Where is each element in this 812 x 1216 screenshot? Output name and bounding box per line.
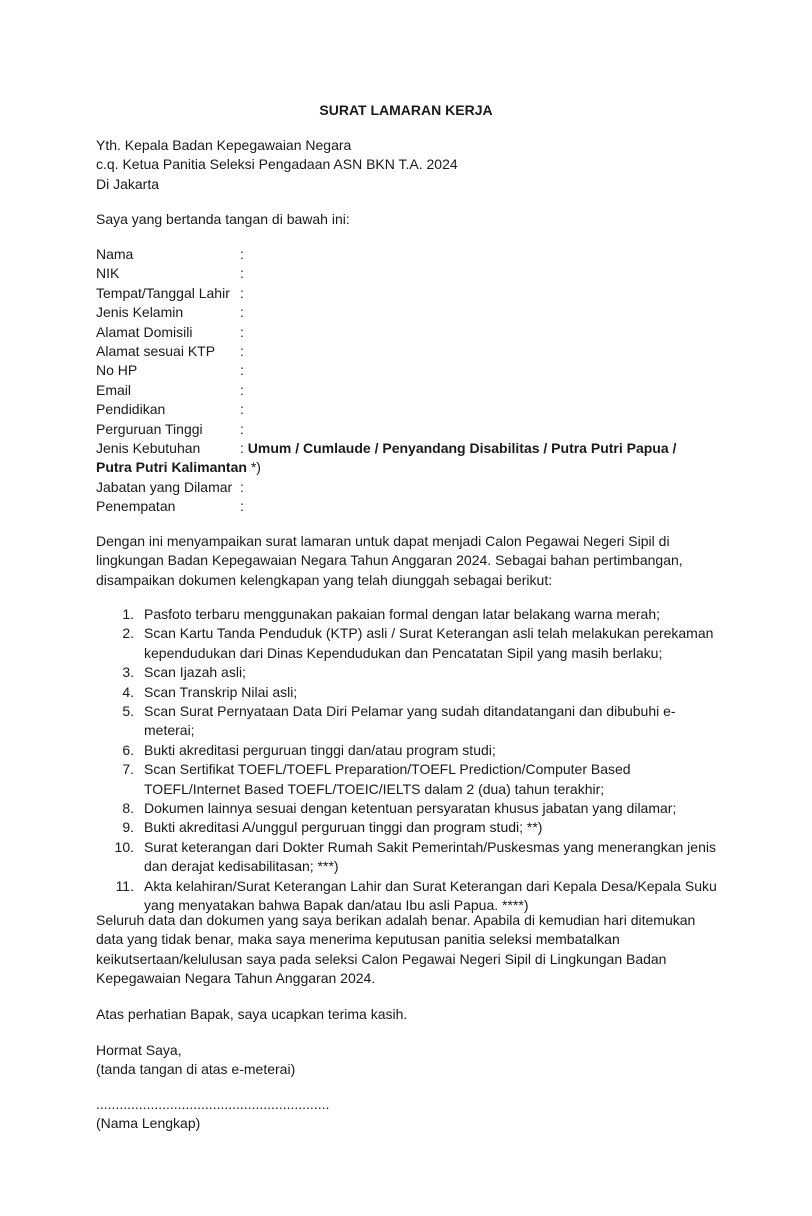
field-separator: : [240, 304, 244, 321]
field-label: NIK [96, 265, 120, 282]
field-separator: : [240, 420, 244, 437]
list-item [96, 702, 726, 741]
list-text: Akta kelahiran/Surat Keterangan Lahir dan Surat Keterangan dari Kepala Desa/Kepala Suku yang menyatakan bahwa Bapak dan/atau Ibu asli Papua. ****) [144, 877, 717, 914]
field-separator: : [240, 343, 244, 360]
field-separator: : [240, 362, 244, 379]
address-line-1: Yth. Kepala Badan Kepegawaian Negara [96, 137, 352, 153]
field-label: Nama [96, 246, 134, 262]
field-row [96, 245, 716, 264]
list-text: Bukti akreditasi A/unggul perguruan tinggi dan program studi; **) [144, 819, 543, 836]
list-text: Pasfoto terbaru menggunakan pakaian formal dengan latar belakang warna merah; [144, 606, 660, 622]
document-list [96, 605, 726, 916]
list-item [96, 741, 726, 760]
field-row [96, 400, 716, 419]
list-number: 7. [122, 761, 134, 778]
field-separator: : [240, 478, 244, 495]
address-line-2: c.q. Ketua Panitia Seleksi Pengadaan ASN BKN T.A. 2024 [96, 156, 458, 173]
list-number: 8. [122, 800, 134, 817]
kebutuhan-row [96, 439, 716, 478]
list-number: 4. [122, 683, 134, 700]
list-item [96, 818, 726, 837]
list-text: Dokumen lainnya sesuai dengan ketentuan persyaratan khusus jabatan yang dilamar; [144, 800, 677, 817]
list-text: Scan Surat Pernyataan Data Diri Pelamar yang sudah ditandatangani dan dibubuhi e-meterai; [144, 703, 676, 739]
field-separator: : [240, 381, 244, 398]
field-label: Perguruan Tinggi [96, 420, 203, 437]
salutation: Hormat Saya, [96, 1042, 182, 1058]
kebutuhan-options: Umum / Cumlaude / Penyandang Disabilitas / Putra Putri Papua / Putra Putri Kalimantan [96, 440, 677, 476]
letter-title: SURAT LAMARAN KERJA [319, 102, 493, 118]
list-item [96, 799, 726, 818]
field-label: No HP [96, 362, 138, 379]
list-item [96, 838, 726, 877]
recipient-address [96, 136, 458, 194]
field-row [96, 361, 716, 380]
list-item [96, 760, 726, 799]
paragraph-thanks: Atas perhatian Bapak, saya ucapkan terima kasih. [96, 1006, 408, 1022]
applicant-fields [96, 245, 716, 517]
field-label: Jabatan yang Dilamar [96, 478, 233, 495]
list-number: 9. [122, 819, 134, 836]
field-row [96, 303, 716, 322]
field-row [96, 420, 716, 439]
field-separator: : [240, 284, 244, 301]
field-separator: : [240, 323, 244, 340]
kebutuhan-note: *) [250, 459, 261, 476]
list-number: 2. [122, 625, 134, 642]
closing-block [96, 1041, 295, 1080]
field-label: Tempat/Tanggal Lahir [96, 284, 230, 301]
list-text: Scan Ijazah asli; [144, 664, 246, 681]
list-number: 5. [122, 703, 134, 720]
field-separator: : [240, 440, 244, 457]
list-item [96, 663, 726, 682]
list-item [96, 683, 726, 702]
list-item [96, 877, 726, 916]
field-separator: : [240, 498, 244, 515]
list-item [96, 624, 726, 663]
list-number: 6. [122, 741, 134, 758]
list-text: Scan Sertifikat TOEFL/TOEFL Preparation/TOEFL Prediction/Computer Based TOEFL/Internet Based TOEFL/TOEIC/IELTS dalam 2 (dua) tahun terakhir; [144, 761, 631, 797]
list-number: 3. [122, 664, 134, 681]
name-placeholder: (Nama Lengkap) [96, 1115, 201, 1131]
list-text: Scan Transkrip Nilai asli; [144, 683, 298, 700]
field-row [96, 342, 716, 361]
list-text: Surat keterangan dari Dokter Rumah Sakit Pemerintah/Puskesmas yang menerangkan jenis dan derajat kedisabilitasan; ***) [144, 838, 716, 875]
field-label: Jenis Kelamin [96, 304, 184, 321]
field-label: Pendidikan [96, 401, 166, 418]
field-label: Alamat Domisili [96, 323, 193, 340]
field-row [96, 323, 716, 342]
field-row [96, 284, 716, 303]
list-text: Bukti akreditasi perguruan tinggi dan/atau program studi; [144, 741, 496, 758]
field-separator: : [240, 265, 244, 282]
field-label: Jenis Kebutuhan [96, 440, 201, 457]
field-separator: : [240, 401, 244, 418]
field-label: Alamat sesuai KTP [96, 343, 216, 360]
signature-note: (tanda tangan di atas e-meterai) [96, 1061, 296, 1078]
field-separator: : [240, 246, 244, 262]
list-text: Scan Kartu Tanda Penduduk (KTP) asli / Surat Keterangan asli telah melakukan perekaman kependudukan dari Dinas Kependudukan dan Pencatatan Sipil yang masih berlaku; [144, 625, 714, 661]
list-item [96, 605, 726, 624]
field-label: Penempatan [96, 498, 176, 515]
field-row [96, 264, 716, 283]
field-row [96, 478, 716, 497]
field-label: Email [96, 381, 132, 398]
intro-text: Saya yang bertanda tangan di bawah ini: [96, 211, 350, 227]
field-row [96, 381, 716, 400]
paragraph-statement: Seluruh data dan dokumen yang saya berikan adalah benar. Apabila di kemudian hari ditemukan data yang tidak benar, maka saya menerima keputusan panitia seleksi membatalkan keikutsertaan/kelulusan saya pada seleksi Calon Pegawai Negeri Sipil di Lingkungan Badan Kepegawaian Negara Tahun Anggaran 2024. [96, 912, 696, 987]
signature-line: ............................................................ [96, 1096, 330, 1112]
list-number: 10. [114, 838, 134, 855]
list-number: 1. [122, 606, 134, 622]
address-line-3: Di Jakarta [96, 175, 160, 192]
field-row [96, 497, 716, 516]
paragraph-submission: Dengan ini menyampaikan surat lamaran untuk dapat menjadi Calon Pegawai Negeri Sipil di lingkungan Badan Kepegawaian Negara Tahun Anggaran 2024. Sebagai bahan pertimbangan, disampaikan dokumen kelengkapan yang telah diunggah sebagai berikut: [96, 533, 683, 588]
list-number: 11. [115, 877, 134, 894]
